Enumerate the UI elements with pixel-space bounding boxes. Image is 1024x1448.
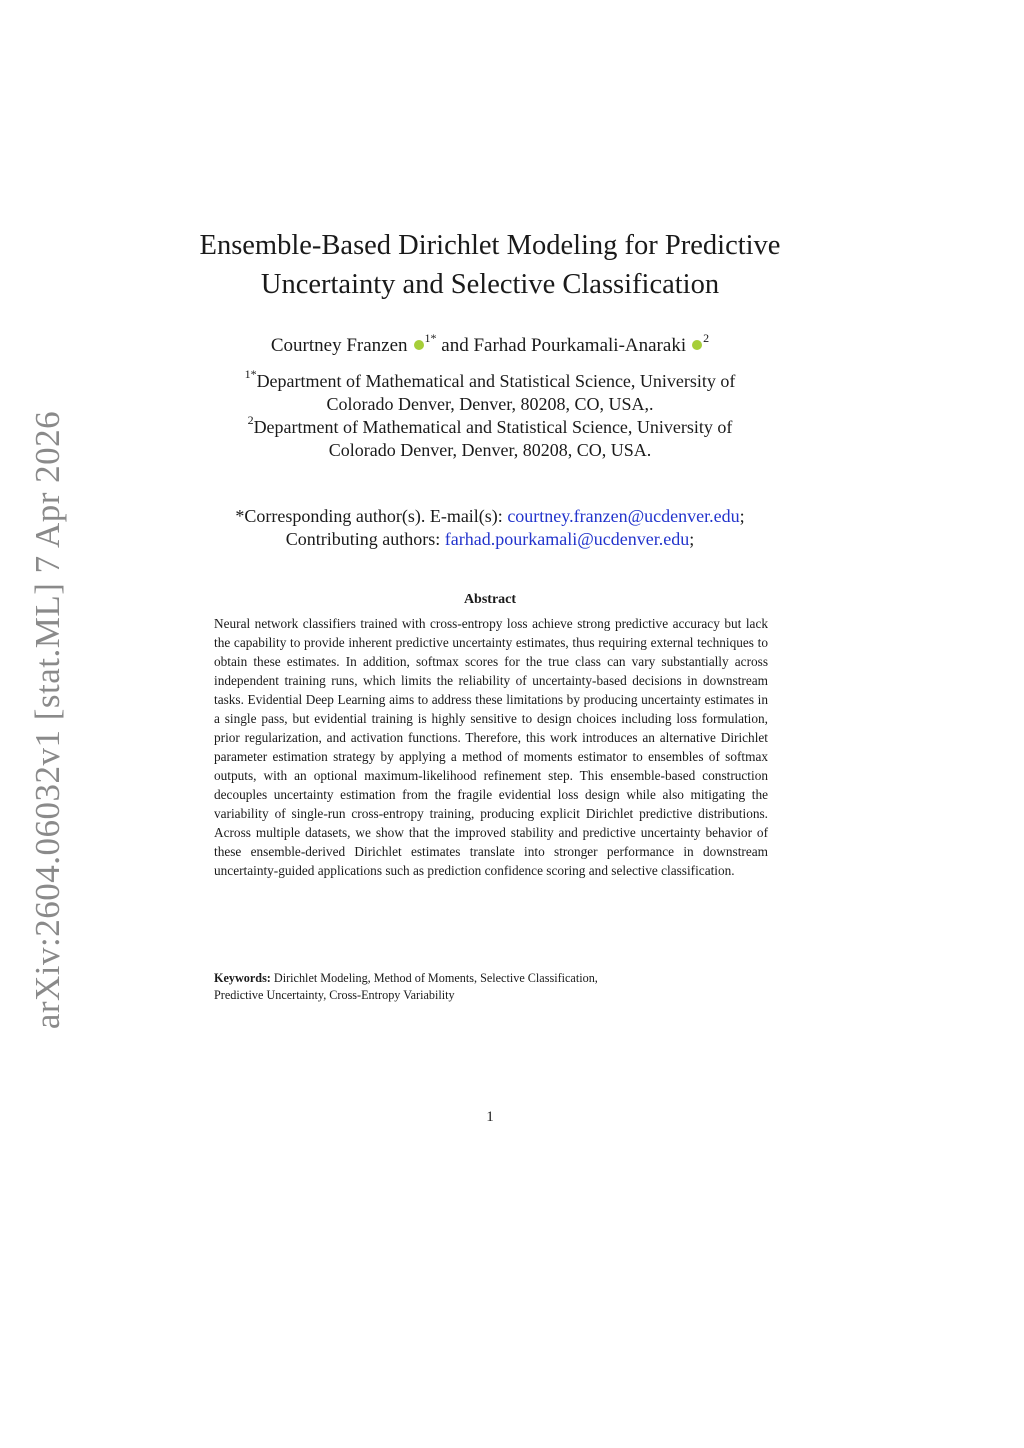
corresponding-line — [160, 505, 820, 528]
author-2-name: Farhad Pourkamali-Anaraki — [473, 335, 687, 356]
contributing-label: Contributing authors: — [285, 529, 441, 549]
affiliation-2 — [160, 413, 820, 439]
affiliation-1-line-2: Colorado Denver, Denver, 80208, CO, USA,. — [326, 394, 654, 414]
affiliation-1-mark: 1* — [244, 367, 257, 381]
title-line-2: Uncertainty and Selective Classification — [260, 269, 720, 300]
contributing-separator: ; — [689, 529, 695, 549]
affiliation-2-line-1: Department of Mathematical and Statistical Science, University of — [253, 417, 733, 437]
abstract-heading: Abstract — [463, 592, 517, 607]
page-number: 1 — [486, 1109, 494, 1125]
corresponding-separator: ; — [739, 506, 745, 526]
keywords-line-1 — [214, 970, 768, 987]
affiliation-2-mark: 2 — [247, 413, 254, 427]
affiliation-1-line-1: Department of Mathematical and Statistical Science, University of — [256, 371, 736, 391]
author-2-mark: 2 — [703, 331, 710, 345]
arxiv-identifier: arXiv:2604.06032v1 [stat.ML] 7 Apr 2026 — [28, 410, 67, 1030]
title-line-1: Ensemble-Based Dirichlet Modeling for Predictive — [199, 230, 781, 261]
abstract-body: Neural network classifiers trained with cross-entropy loss achieve strong predictive accuracy but lack the capability to provide inherent predictive uncertainty estimates, thus requiring external techniques to obtain these estimates. In addition, softmax scores for the true class can vary substantially across independent training runs, which limits the reliability of uncertainty-based decisions in downstream tasks. Evidential Deep Learning aims to address these limitations by producing uncertainty estimates in a single pass, but evidential training is highly sensitive to design choices including loss formulation, prior regularization, and activation functions. Therefore, this work introduces an alternative Dirichlet parameter estimation strategy by applying a method of moments estimator to ensembles of softmax outputs, with an optional maximum-likelihood refinement step. This ensemble-based construction decouples uncertainty estimation from the fragile evidential loss design while also mitigating the variability of single-run cross-entropy training, producing explicit Dirichlet predictive distributions. Across multiple datasets, we show that the improved stability and predictive uncertainty behavior of these ensemble-derived Dirichlet estimates translate into stronger performance in downstream uncertainty-guided applications such as prediction confidence scoring and selective classification. — [214, 616, 768, 878]
author-list — [160, 331, 820, 358]
author-1-name: Courtney Franzen — [270, 335, 408, 356]
keywords — [214, 970, 768, 1004]
keywords-line-2: Predictive Uncertainty, Cross-Entropy Variability — [214, 988, 455, 1002]
affiliation-2-line-2: Colorado Denver, Denver, 80208, CO, USA. — [328, 440, 652, 460]
corresponding-label: *Corresponding author(s). E-mail(s): — [235, 506, 503, 526]
author-conjunction: and — [441, 335, 469, 356]
affiliation-1 — [160, 367, 820, 393]
correspondence — [160, 505, 820, 551]
orcid-icon[interactable] — [414, 340, 424, 350]
affiliations — [160, 367, 820, 462]
corresponding-email-link[interactable]: courtney.franzen@ucdenver.edu — [507, 506, 740, 526]
contributing-email-link[interactable]: farhad.pourkamali@ucdenver.edu — [444, 529, 690, 549]
contributing-line — [160, 528, 820, 551]
author-1-mark: 1* — [424, 331, 437, 345]
keywords-label: Keywords: — [214, 971, 271, 985]
keywords-text-1: Dirichlet Modeling, Method of Moments, Selective Classification, — [273, 971, 598, 985]
orcid-icon[interactable] — [692, 340, 702, 350]
paper-title — [160, 226, 820, 304]
